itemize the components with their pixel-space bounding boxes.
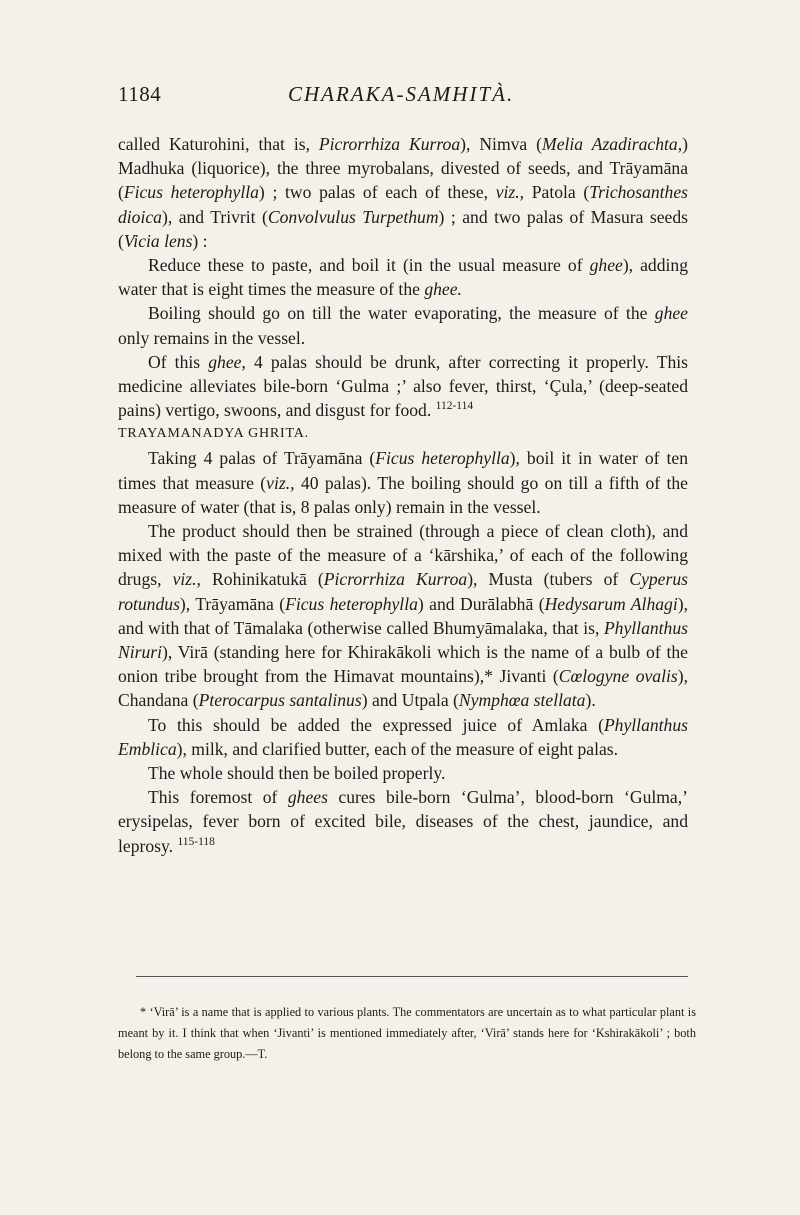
paragraph: called Katurohini, that is, Picrorrhiza Kurroa), Nimva (Melia Azadirachta,) Madhuka (liquorice), the three myrobalans, divested of seeds, and Trāyamāna (Ficus heterophylla) ; two palas of each of these, viz., Patola (Trichosanthes dioica), and Trivrit (Convolvulus Turpethum) ; and two palas of Masura seeds (Vicia lens) :	[118, 134, 688, 251]
paragraph: Boiling should go on till the water evaporating, the measure of the ghee only remains in the vessel.	[118, 303, 688, 348]
paragraph: Of this ghee, 4 palas should be drunk, after correcting it properly. This medicine alleviates bile-born ‘Gulma ;’ also fever, thirst, ‘Çula,’ (deep-seated pains) vertigo, swoons, and disgust for food. $^{112-114}$	[118, 351, 689, 421]
paragraph: The whole should then be boiled properly.	[148, 763, 446, 784]
paragraph: To this should be added the expressed juice of Amlaka (Phyllanthus Emblica), milk, and clarified butter, each of the measure of eight palas.	[118, 714, 688, 759]
verse-number: 112-114	[435, 400, 474, 413]
verse-number: 115-118	[177, 835, 215, 848]
page-number: 1184	[118, 82, 162, 106]
running-title: CHARAKA-SAMHITÀ.	[288, 82, 515, 106]
section-heading: TRAYAMANADYA GHRITA.	[118, 426, 309, 442]
paragraph: This foremost of ghees cures bile-born ‘Gulma’, blood-born ‘Gulma,’ erysipelas, fever born of excited bile, diseases of the chest, jaundice, and leprosy. $^{115-118}$	[118, 787, 689, 856]
paragraph: Reduce these to paste, and boil it (in the usual measure of ghee), adding water that is eight times the measure of the ghee.	[118, 255, 688, 300]
paragraph: The product should then be strained (through a piece of clean cloth), and mixed with the paste of the measure of a ‘kārshika,’ of each of the following drugs, viz., Rohinikatukā (Picrorrhiza Kurroa), Musta (tubers of Cyperus rotundus), Trāyamāna (Ficus heterophylla) and Durālabhā (Hedysarum Alhagi), and with that of Tāmalaka (otherwise called Bhumyāmalaka, that is, Phyllanthus Niruri), Virā (standing here for Khirakākoli which is the name of a bulb of the onion tribe brought from the Himavat mountains),* Jivanti (Cœlogyne ovalis), Chandana (Pterocarpus santalinus) and Utpala (Nymphœa stellata).	[118, 521, 688, 711]
paragraph: Taking 4 palas of Trāyamāna (Ficus heterophylla), boil it in water of ten times that measure (viz., 40 palas). The boiling should go on till a fifth of the measure of water (that is, 8 palas only) remain in the vessel.	[118, 448, 688, 517]
page-header	[118, 82, 688, 112]
main-text	[118, 132, 688, 858]
footnote: * ‘Virā’ is a name that is applied to various plants. The commentators are uncertain as to what particular plant is meant by it. I think that when ‘Jivanti’ is mentioned immediately after, ‘Virā’ stands here for ‘Kshirakākoli’ ; both belong to the same group.—T.	[118, 1005, 696, 1062]
footnote-divider	[136, 976, 688, 977]
